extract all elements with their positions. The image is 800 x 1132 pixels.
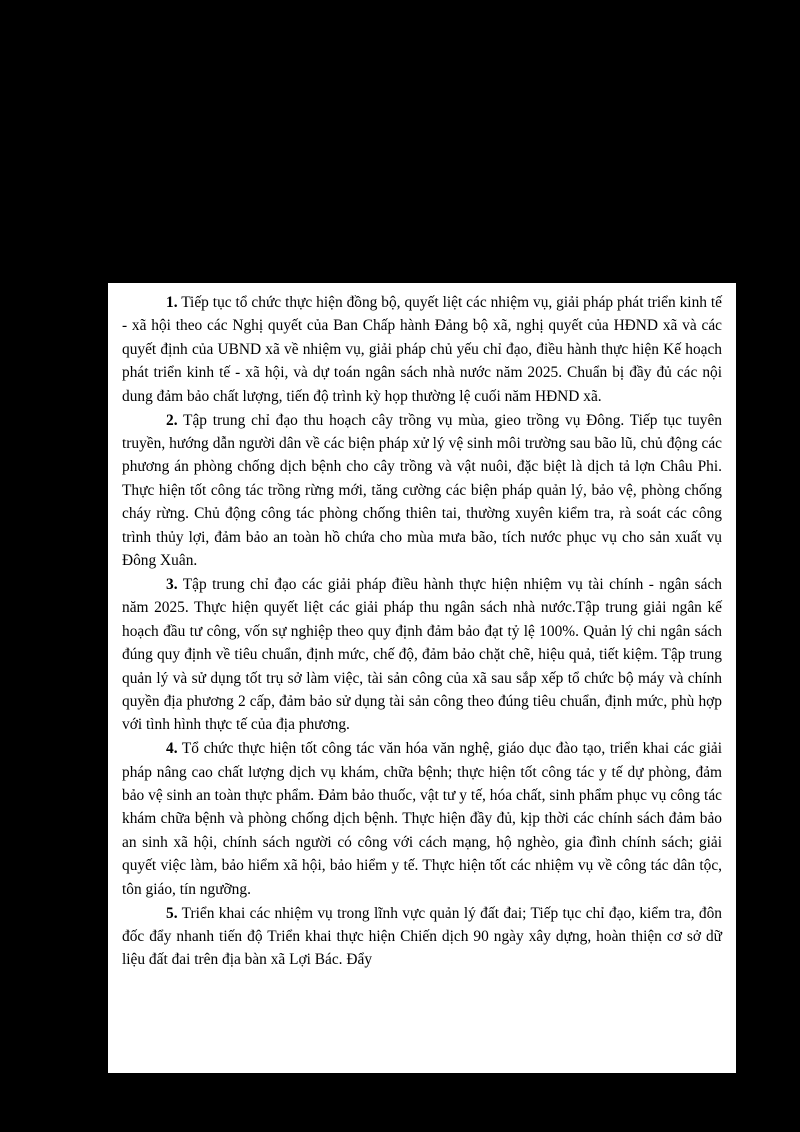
paragraph-2-text: Tập trung chỉ đạo thu hoạch cây trồng vụ mùa, gieo trồng vụ Đông. Tiếp tục tuyên truyền, hướng dẫn người dân về các biện pháp xử lý vệ sinh môi trường sau bão lũ, chủ động các phương án phòng chống dịch bệnh cho cây trồng và vật nuôi, đặc biệt là dịch tả lợn Châu Phi. Thực hiện tốt công tác trồng rừng mới, tăng cường các biện pháp quản lý, bảo vệ, phòng chống cháy rừng. Chủ động công tác phòng chống thiên tai, thường xuyên kiểm tra, rà soát các công trình thủy lợi, đảm bảo an toàn hồ chứa cho mùa mưa bão, tích nước phục vụ cho sản xuất vụ Đông Xuân. <box>122 411 722 569</box>
paragraph-4-text: Tổ chức thực hiện tốt công tác văn hóa văn nghệ, giáo dục đào tạo, triển khai các giải pháp nâng cao chất lượng dịch vụ khám, chữa bệnh; thực hiện tốt công tác y tế dự phòng, đảm bảo vệ sinh an toàn thực phẩm. Đảm bảo thuốc, vật tư y tế, hóa chất, sinh phẩm phục vụ công tác khám chữa bệnh và phòng chống dịch bệnh. Thực hiện đầy đủ, kịp thời các chính sách đảm bảo an sinh xã hội, chính sách người có công với cách mạng, hộ nghèo, gia đình chính sách; giải quyết việc làm, bảo hiểm xã hội, bảo hiểm y tế. Thực hiện tốt các nhiệm vụ về công tác dân tộc, tôn giáo, tín ngưỡng. <box>122 740 722 898</box>
paragraph-1-number: 1. <box>166 294 178 311</box>
paragraph-5-text: Triển khai các nhiệm vụ trong lĩnh vực quản lý đất đai; Tiếp tục chỉ đạo, kiểm tra, đôn đốc đẩy nhanh tiến độ Triển khai thực hiện Chiến dịch 90 ngày xây dựng, hoàn thiện cơ sở dữ liệu đất đai trên địa bàn xã Lợi Bác. Đẩy <box>122 904 722 969</box>
paragraph-1 <box>122 291 722 408</box>
paragraph-1-text: Tiếp tục tổ chức thực hiện đồng bộ, quyết liệt các nhiệm vụ, giải pháp phát triển kinh tế - xã hội theo các Nghị quyết của Ban Chấp hành Đảng bộ xã, nghị quyết của HĐND xã và các quyết định của UBND xã về nhiệm vụ, giải pháp chủ yếu chỉ đạo, điều hành thực hiện Kế hoạch phát triển kinh tế - xã hội, và dự toán ngân sách nhà nước năm 2025. Chuẩn bị đầy đủ các nội dung đảm bảo chất lượng, tiến độ trình kỳ họp thường lệ cuối năm HĐND xã. <box>122 294 722 405</box>
document-page <box>108 283 736 1073</box>
paragraph-4 <box>122 737 722 901</box>
paragraph-4-number: 4. <box>166 740 178 758</box>
paragraph-3-text: Tập trung chỉ đạo các giải pháp điều hành thực hiện nhiệm vụ tài chính - ngân sách năm 2025. Thực hiện quyết liệt các giải pháp thu ngân sách nhà nước.Tập trung giải ngân kế hoạch đầu tư công, vốn sự nghiệp theo quy định đảm bảo đạt tỷ lệ 100%. Quản lý chi ngân sách đúng quy định về tiêu chuẩn, định mức, chế độ, đảm bảo chặt chẽ, hiệu quả, tiết kiệm. Tập trung quản lý và sử dụng tốt trụ sở làm việc, tài sản công của xã sau sắp xếp tổ chức bộ máy và chính quyền địa phương 2 cấp, đảm bảo sử dụng tài sản công theo đúng tiêu chuẩn, định mức, phù hợp với tình hình thực tế của địa phương. <box>122 575 722 734</box>
paragraph-2-number: 2. <box>166 411 178 429</box>
paragraph-2 <box>122 409 722 573</box>
paragraph-3-number: 3. <box>166 575 178 593</box>
paragraph-5 <box>122 902 722 972</box>
paragraph-5-number: 5. <box>166 904 178 922</box>
document-body <box>108 283 736 972</box>
paragraph-3 <box>122 573 722 737</box>
